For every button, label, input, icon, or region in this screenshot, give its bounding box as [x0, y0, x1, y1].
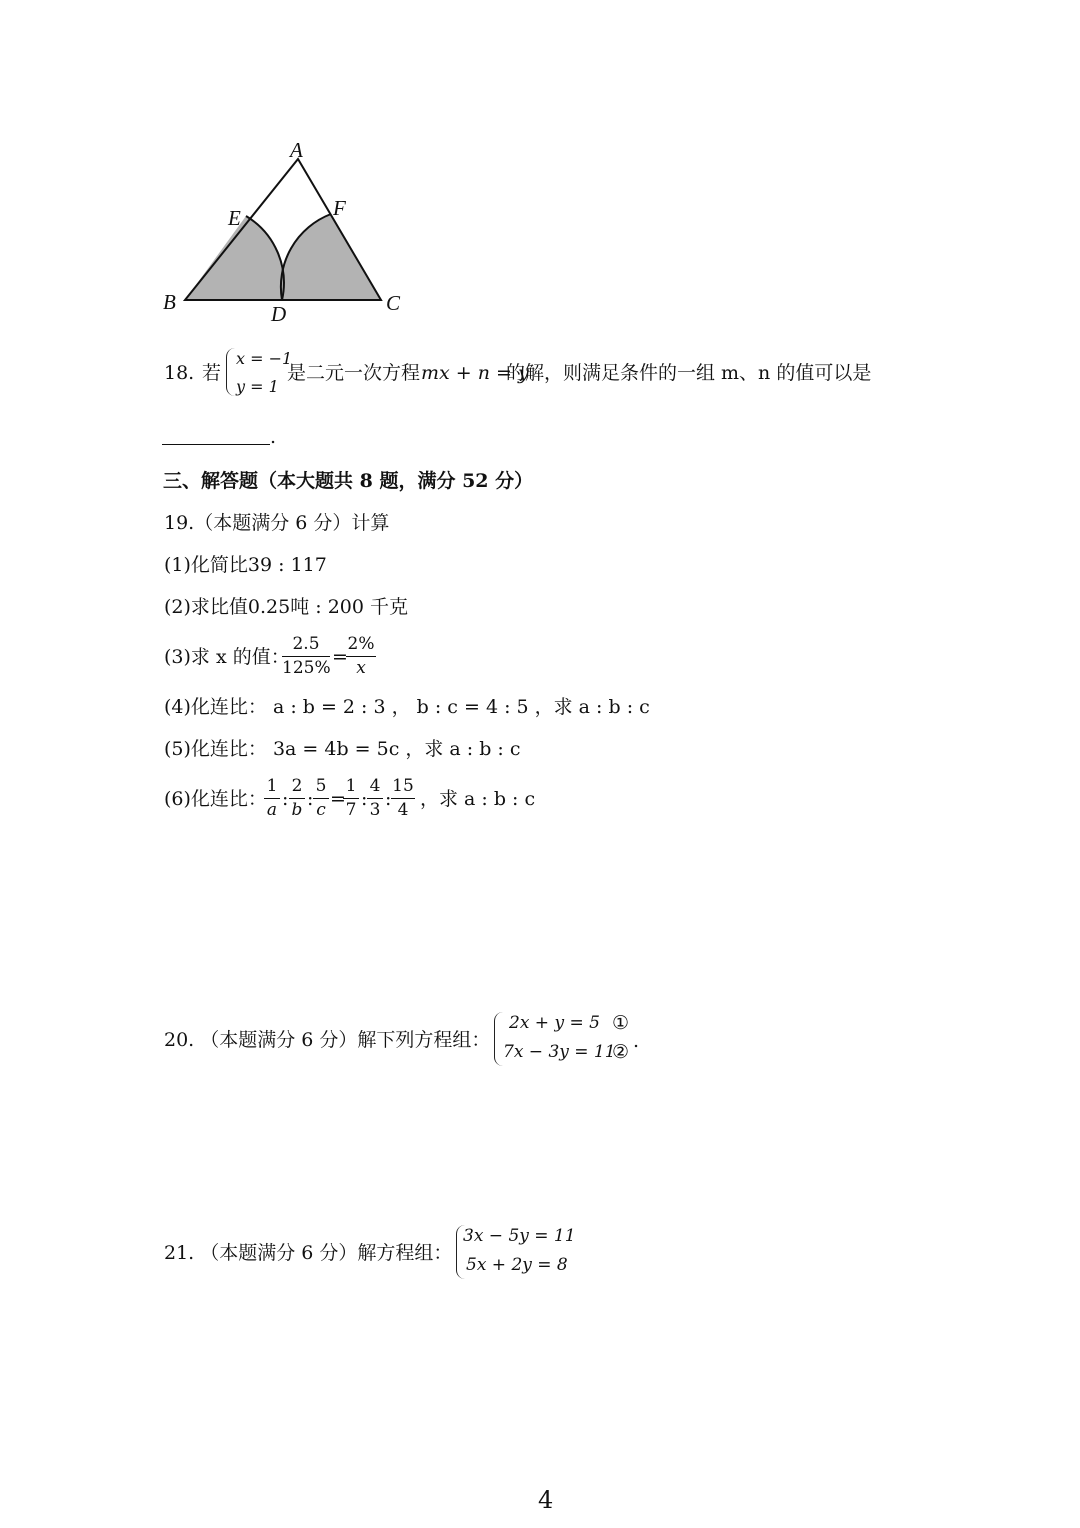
q20-header: 20. （本题满分 6 分）解下列方程组： [164, 1029, 491, 1051]
q19-part-2: (2)求比值0.25吨 : 200 千克 [164, 596, 409, 618]
fraction-denominator: 125% [282, 658, 331, 678]
fraction-numerator: 2.5 [292, 634, 320, 654]
q18-middle: 是二元一次方程 [287, 362, 421, 384]
q21-header: 21. （本题满分 6 分）解方程组： [164, 1242, 453, 1264]
triangle-figure [155, 135, 415, 330]
fraction-numerator: 5 [315, 776, 327, 796]
label-f: F [333, 196, 346, 220]
q20-mark-2: ② [612, 1041, 630, 1063]
fraction-numerator: 1 [266, 776, 278, 796]
fraction-numerator: 1 [345, 776, 357, 796]
q19-header: 19.（本题满分 6 分）计算 [164, 512, 390, 534]
q19-part-4: (4)化连比： a : b = 2 : 3 ， b : c = 4 : 5 ，求 a : b : c [164, 696, 650, 718]
fraction-numerator: 4 [369, 776, 381, 796]
q19-part-3-prefix: (3)求 x 的值： [164, 646, 290, 668]
label-e: E [228, 206, 241, 230]
q19-part-3-fraction-2 [346, 636, 376, 677]
q19-part-3-fraction-1 [282, 636, 330, 677]
q20-end: . [633, 1030, 640, 1052]
q19-part-6-fraction-2 [289, 778, 305, 819]
q19-part-6-fraction-5 [367, 778, 383, 819]
fraction-denominator: a [266, 800, 278, 820]
q19-part-6-prefix: (6)化连比： [164, 788, 267, 810]
q19-part-1: (1)化简比39 : 117 [164, 554, 327, 576]
fraction-denominator: 7 [345, 800, 357, 820]
q19-part-6-colon-3: : [361, 788, 368, 810]
q18-equation: mx + n = y [421, 362, 529, 384]
q18-system-line2: y = 1 [236, 377, 279, 396]
q18-prefix: 若 [202, 362, 222, 384]
q19-part-6-colon-2: : [307, 788, 314, 810]
fraction-numerator: 15 [392, 776, 414, 796]
q19-part-6-fraction-6 [391, 778, 415, 819]
label-b: B [163, 290, 176, 314]
q20-equation-2: 7x − 3y = 11 [503, 1042, 616, 1062]
q19-part-5: (5)化连比： 3a = 4b = 5c ，求 a : b : c [164, 738, 521, 760]
q18-blank-end: . [270, 426, 277, 448]
label-a: A [290, 138, 303, 162]
q19-part-6-equals: = [330, 788, 346, 810]
q19-part-3-equals: = [332, 646, 348, 668]
label-d: D [271, 302, 287, 326]
q18-number: 18. [164, 362, 195, 384]
q19-part-6-suffix: ，求 a : b : c [420, 788, 536, 810]
fraction-numerator: 2 [291, 776, 303, 796]
q18-system-line1: x = −1 [236, 349, 293, 368]
fraction-numerator: 2% [347, 634, 375, 654]
fraction-denominator: b [291, 800, 303, 820]
q21-equation-2: 5x + 2y = 8 [466, 1255, 568, 1275]
fraction-denominator: 3 [369, 800, 381, 820]
q19-part-6-fraction-3 [313, 778, 329, 819]
fraction-denominator: x [356, 658, 366, 678]
q20-mark-1: ① [612, 1012, 630, 1034]
q19-part-6-colon-4: : [385, 788, 392, 810]
q19-part-6-fraction-4 [343, 778, 359, 819]
fraction-denominator: 4 [397, 800, 409, 820]
q18-answer-blank [162, 444, 270, 445]
label-c: C [386, 291, 401, 315]
shaded-region-right [281, 214, 381, 300]
section-3-title: 三、解答题（本大题共 8 题，满分 52 分） [163, 470, 534, 492]
q19-part-6-colon-1: : [282, 788, 289, 810]
q18-suffix: 的解，则满足条件的一组 m、n 的值可以是 [506, 362, 872, 384]
q19-part-6-fraction-1 [264, 778, 280, 819]
page-number: 4 [538, 1486, 554, 1514]
fraction-denominator: c [316, 800, 326, 820]
q20-equation-1: 2x + y = 5 [509, 1013, 600, 1033]
q21-equation-1: 3x − 5y = 11 [463, 1226, 576, 1246]
